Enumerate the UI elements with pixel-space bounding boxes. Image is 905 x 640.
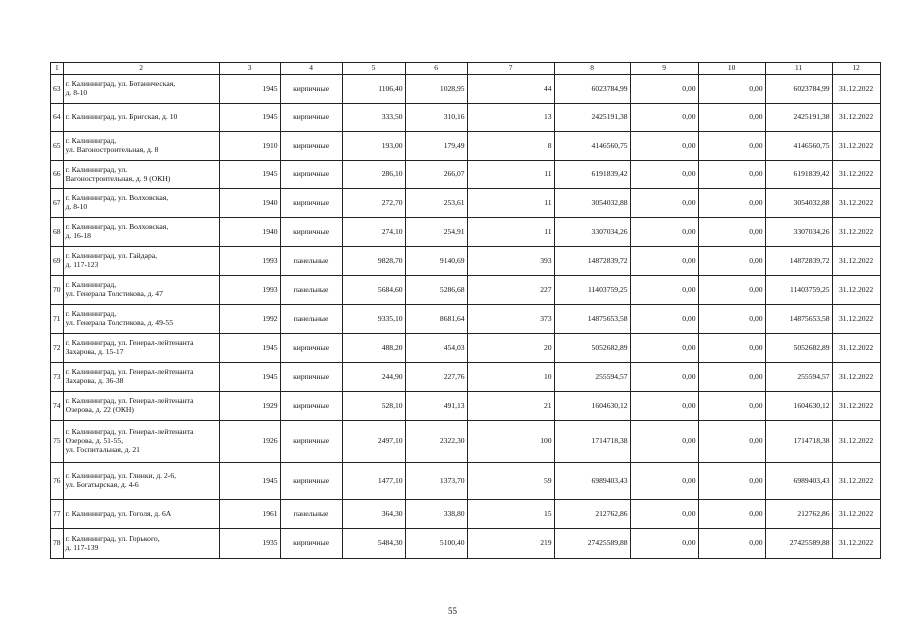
total-area: 9828,70 <box>342 247 405 276</box>
deadline-date: 31.12.2022 <box>832 500 880 529</box>
living-area: 9140,69 <box>405 247 467 276</box>
deadline-date: 31.12.2022 <box>832 305 880 334</box>
address-cell <box>63 421 219 463</box>
wall-material: кирпичные <box>280 363 342 392</box>
address-cell <box>63 218 219 247</box>
deadline-date: 31.12.2022 <box>832 161 880 189</box>
cost-col-9: 0,00 <box>630 218 698 247</box>
living-area: 5286,68 <box>405 276 467 305</box>
residents-count: 44 <box>467 75 554 104</box>
build-year: 1945 <box>219 75 280 104</box>
column-header-7: 7 <box>467 63 554 75</box>
cost-col-9: 0,00 <box>630 189 698 218</box>
total-area: 364,30 <box>342 500 405 529</box>
cost-col-9: 0,00 <box>630 421 698 463</box>
cost-col-11: 6191839,42 <box>765 161 832 189</box>
total-area: 2497,10 <box>342 421 405 463</box>
cost-col-11: 255594,57 <box>765 363 832 392</box>
table-row <box>51 305 881 334</box>
table-row <box>51 392 881 421</box>
cost-col-9: 0,00 <box>630 392 698 421</box>
total-cost: 2425191,38 <box>554 104 630 132</box>
build-year: 1992 <box>219 305 280 334</box>
total-area: 488,20 <box>342 334 405 363</box>
address-cell <box>63 305 219 334</box>
living-area: 253,61 <box>405 189 467 218</box>
column-header-8: 8 <box>554 63 630 75</box>
table-row <box>51 161 881 189</box>
cost-col-11: 4146560,75 <box>765 132 832 161</box>
address-line: ул. Генерала Толстикова, д. 49-55 <box>65 318 173 327</box>
deadline-date: 31.12.2022 <box>832 363 880 392</box>
address-line: д. 117-123 <box>65 260 99 269</box>
wall-material: кирпичные <box>280 392 342 421</box>
address-cell <box>63 104 219 132</box>
total-cost: 27425589,88 <box>554 529 630 559</box>
column-header-12: 12 <box>832 63 880 75</box>
table-row <box>51 463 881 500</box>
total-area: 333,50 <box>342 104 405 132</box>
address-cell <box>63 132 219 161</box>
total-area: 1477,10 <box>342 463 405 500</box>
cost-col-10: 0,00 <box>698 500 765 529</box>
wall-material: панельные <box>280 305 342 334</box>
residents-count: 11 <box>467 161 554 189</box>
wall-material: кирпичные <box>280 132 342 161</box>
deadline-date: 31.12.2022 <box>832 463 880 500</box>
cost-col-11: 11403759,25 <box>765 276 832 305</box>
housing-table-sheet <box>50 62 881 559</box>
row-number: 66 <box>51 161 64 189</box>
table-header <box>51 63 881 75</box>
total-area: 244,90 <box>342 363 405 392</box>
total-area: 274,10 <box>342 218 405 247</box>
build-year: 1993 <box>219 276 280 305</box>
wall-material: кирпичные <box>280 161 342 189</box>
table-row <box>51 276 881 305</box>
cost-col-10: 0,00 <box>698 305 765 334</box>
row-number: 73 <box>51 363 64 392</box>
column-header-3: 3 <box>219 63 280 75</box>
residents-count: 219 <box>467 529 554 559</box>
address-line: д. 16-18 <box>65 231 91 240</box>
address-cell <box>63 363 219 392</box>
cost-col-10: 0,00 <box>698 189 765 218</box>
deadline-date: 31.12.2022 <box>832 75 880 104</box>
row-number: 68 <box>51 218 64 247</box>
address-cell <box>63 500 219 529</box>
total-cost: 14875653,58 <box>554 305 630 334</box>
address-line: Захарова, д. 36-38 <box>65 376 124 385</box>
address-cell <box>63 276 219 305</box>
residents-count: 13 <box>467 104 554 132</box>
cost-col-10: 0,00 <box>698 218 765 247</box>
cost-col-10: 0,00 <box>698 276 765 305</box>
cost-col-9: 0,00 <box>630 463 698 500</box>
cost-col-11: 6023784,99 <box>765 75 832 104</box>
cost-col-11: 6989403,43 <box>765 463 832 500</box>
row-number: 69 <box>51 247 64 276</box>
cost-col-10: 0,00 <box>698 104 765 132</box>
address-line: г. Калининград, ул. Горького, <box>65 533 160 543</box>
cost-col-10: 0,00 <box>698 363 765 392</box>
row-number: 71 <box>51 305 64 334</box>
cost-col-11: 27425589,88 <box>765 529 832 559</box>
deadline-date: 31.12.2022 <box>832 529 880 559</box>
total-cost: 3054032,88 <box>554 189 630 218</box>
residents-count: 8 <box>467 132 554 161</box>
cost-col-10: 0,00 <box>698 421 765 463</box>
deadline-date: 31.12.2022 <box>832 392 880 421</box>
table-row <box>51 421 881 463</box>
wall-material: кирпичные <box>280 75 342 104</box>
table-row <box>51 75 881 104</box>
deadline-date: 31.12.2022 <box>832 247 880 276</box>
build-year: 1945 <box>219 161 280 189</box>
cost-col-9: 0,00 <box>630 305 698 334</box>
address-cell <box>63 529 219 559</box>
build-year: 1945 <box>219 334 280 363</box>
table-row <box>51 363 881 392</box>
wall-material: кирпичные <box>280 218 342 247</box>
living-area: 491,13 <box>405 392 467 421</box>
column-header-6: 6 <box>405 63 467 75</box>
table-row <box>51 218 881 247</box>
column-header-11: 11 <box>765 63 832 75</box>
table-row <box>51 104 881 132</box>
build-year: 1940 <box>219 189 280 218</box>
address-line: г. Калининград, <box>65 309 117 319</box>
total-cost: 1714718,38 <box>554 421 630 463</box>
address-line: г. Калининград, ул. Волховская, <box>65 222 169 232</box>
residents-count: 15 <box>467 500 554 529</box>
address-line: ул. Вагоностроительная, д. 8 <box>65 145 159 154</box>
address-line: Озерова, д. 22 (ОКН) <box>65 405 134 414</box>
total-area: 286,10 <box>342 161 405 189</box>
table-row <box>51 132 881 161</box>
address-line: ул. Богатырская, д. 4-6 <box>65 480 139 489</box>
column-header-1: 1 <box>51 63 64 75</box>
total-cost: 3307034,26 <box>554 218 630 247</box>
cost-col-9: 0,00 <box>630 247 698 276</box>
total-cost: 6989403,43 <box>554 463 630 500</box>
build-year: 1961 <box>219 500 280 529</box>
address-line: ул. Генерала Толстикова, д. 47 <box>65 289 163 298</box>
total-area: 193,00 <box>342 132 405 161</box>
residents-count: 227 <box>467 276 554 305</box>
cost-col-11: 3054032,88 <box>765 189 832 218</box>
cost-col-11: 5052682,89 <box>765 334 832 363</box>
build-year: 1929 <box>219 392 280 421</box>
living-area: 266,07 <box>405 161 467 189</box>
deadline-date: 31.12.2022 <box>832 421 880 463</box>
living-area: 1028,95 <box>405 75 467 104</box>
address-line: г. Калининград, ул. Волховская, <box>65 193 169 203</box>
page-number: 55 <box>448 606 457 616</box>
residents-count: 59 <box>467 463 554 500</box>
living-area: 254,91 <box>405 218 467 247</box>
total-cost: 11403759,25 <box>554 276 630 305</box>
address-line: г. Калининград, ул. Генерал-лейтенанта <box>65 396 194 406</box>
address-line: д. 8-10 <box>65 88 88 97</box>
cost-col-9: 0,00 <box>630 104 698 132</box>
cost-col-9: 0,00 <box>630 334 698 363</box>
row-number: 65 <box>51 132 64 161</box>
living-area: 338,80 <box>405 500 467 529</box>
residents-count: 100 <box>467 421 554 463</box>
address-line: г. Калининград, <box>65 280 117 290</box>
address-line: г. Калининград, ул. Гоголя, д. 6А <box>65 508 172 518</box>
row-number: 63 <box>51 75 64 104</box>
cost-col-11: 212762,86 <box>765 500 832 529</box>
cost-col-10: 0,00 <box>698 463 765 500</box>
residents-count: 393 <box>467 247 554 276</box>
cost-col-9: 0,00 <box>630 276 698 305</box>
cost-col-9: 0,00 <box>630 161 698 189</box>
address-cell <box>63 334 219 363</box>
cost-col-10: 0,00 <box>698 529 765 559</box>
total-cost: 14872839,72 <box>554 247 630 276</box>
total-cost: 4146560,75 <box>554 132 630 161</box>
cost-col-11: 1714718,38 <box>765 421 832 463</box>
row-number: 64 <box>51 104 64 132</box>
build-year: 1945 <box>219 104 280 132</box>
build-year: 1940 <box>219 218 280 247</box>
row-number: 77 <box>51 500 64 529</box>
wall-material: кирпичные <box>280 189 342 218</box>
deadline-date: 31.12.2022 <box>832 104 880 132</box>
table-row <box>51 529 881 559</box>
wall-material: кирпичные <box>280 463 342 500</box>
address-cell <box>63 247 219 276</box>
living-area: 8681,64 <box>405 305 467 334</box>
cost-col-10: 0,00 <box>698 247 765 276</box>
address-line: Вагоностроительная, д. 9 (ОКН) <box>65 173 171 183</box>
cost-col-9: 0,00 <box>630 529 698 559</box>
address-line: Захарова, д. 15-17 <box>65 347 124 356</box>
cost-col-10: 0,00 <box>698 132 765 161</box>
address-line: г. Калининград, ул. Генерал-лейтенанта <box>65 427 194 437</box>
total-cost: 212762,86 <box>554 500 630 529</box>
total-area: 528,10 <box>342 392 405 421</box>
column-header-10: 10 <box>698 63 765 75</box>
address-line: г. Калининград, ул. <box>65 164 128 174</box>
wall-material: кирпичные <box>280 529 342 559</box>
cost-col-10: 0,00 <box>698 334 765 363</box>
build-year: 1993 <box>219 247 280 276</box>
address-line: д. 8-10 <box>65 202 88 211</box>
column-header-5: 5 <box>342 63 405 75</box>
living-area: 2322,30 <box>405 421 467 463</box>
deadline-date: 31.12.2022 <box>832 132 880 161</box>
address-line: Озерова, д. 51-55, <box>65 436 123 446</box>
total-area: 272,70 <box>342 189 405 218</box>
address-cell <box>63 392 219 421</box>
row-number: 67 <box>51 189 64 218</box>
address-line: д. 117-139 <box>65 542 99 552</box>
deadline-date: 31.12.2022 <box>832 189 880 218</box>
deadline-date: 31.12.2022 <box>832 334 880 363</box>
cost-col-9: 0,00 <box>630 363 698 392</box>
column-header-2: 2 <box>63 63 219 75</box>
address-line: г. Калининград, ул. Генерал-лейтенанта <box>65 367 194 377</box>
row-number: 75 <box>51 421 64 463</box>
address-line: г. Калининград, ул. Гайдара, <box>65 251 158 261</box>
cost-col-9: 0,00 <box>630 75 698 104</box>
table-row <box>51 189 881 218</box>
address-cell <box>63 463 219 500</box>
cost-col-11: 14875653,58 <box>765 305 832 334</box>
address-cell <box>63 189 219 218</box>
residents-count: 20 <box>467 334 554 363</box>
total-cost: 1604630,12 <box>554 392 630 421</box>
wall-material: кирпичные <box>280 421 342 463</box>
column-header-9: 9 <box>630 63 698 75</box>
wall-material: панельные <box>280 247 342 276</box>
cost-col-9: 0,00 <box>630 132 698 161</box>
cost-col-9: 0,00 <box>630 500 698 529</box>
deadline-date: 31.12.2022 <box>832 218 880 247</box>
cost-col-11: 14872839,72 <box>765 247 832 276</box>
total-area: 5684,60 <box>342 276 405 305</box>
row-number: 78 <box>51 529 64 559</box>
residents-count: 11 <box>467 189 554 218</box>
residents-count: 21 <box>467 392 554 421</box>
table-row <box>51 500 881 529</box>
wall-material: панельные <box>280 276 342 305</box>
build-year: 1926 <box>219 421 280 463</box>
row-number: 74 <box>51 392 64 421</box>
column-header-4: 4 <box>280 63 342 75</box>
build-year: 1910 <box>219 132 280 161</box>
address-line: г. Калининград, <box>65 136 117 146</box>
cost-col-11: 2425191,38 <box>765 104 832 132</box>
row-number: 70 <box>51 276 64 305</box>
total-area: 9335,10 <box>342 305 405 334</box>
residents-count: 373 <box>467 305 554 334</box>
build-year: 1935 <box>219 529 280 559</box>
address-line: г. Калининград, ул. Глинки, д. 2-6, <box>65 471 177 481</box>
living-area: 454,03 <box>405 334 467 363</box>
build-year: 1945 <box>219 463 280 500</box>
housing-table <box>50 62 881 559</box>
address-line: г. Калининград, ул. Генерал-лейтенанта <box>65 338 194 348</box>
living-area: 179,49 <box>405 132 467 161</box>
address-cell <box>63 75 219 104</box>
total-area: 5484,30 <box>342 529 405 559</box>
build-year: 1945 <box>219 363 280 392</box>
cost-col-10: 0,00 <box>698 392 765 421</box>
cost-col-11: 1604630,12 <box>765 392 832 421</box>
address-line: г. Калининград, ул. Ботаническая, <box>65 79 176 89</box>
row-number: 76 <box>51 463 64 500</box>
living-area: 310,16 <box>405 104 467 132</box>
wall-material: кирпичные <box>280 334 342 363</box>
wall-material: панельные <box>280 500 342 529</box>
living-area: 227,76 <box>405 363 467 392</box>
row-number: 72 <box>51 334 64 363</box>
address-line: ул. Госпитальная, д. 21 <box>65 444 140 454</box>
total-cost: 5052682,89 <box>554 334 630 363</box>
address-line: г. Калининград, ул. Бригская, д. 10 <box>65 112 178 122</box>
table-row <box>51 334 881 363</box>
total-area: 1106,40 <box>342 75 405 104</box>
cost-col-10: 0,00 <box>698 75 765 104</box>
living-area: 1373,70 <box>405 463 467 500</box>
cost-col-10: 0,00 <box>698 161 765 189</box>
address-cell <box>63 161 219 189</box>
total-cost: 6023784,99 <box>554 75 630 104</box>
residents-count: 11 <box>467 218 554 247</box>
cost-col-11: 3307034,26 <box>765 218 832 247</box>
total-cost: 6191839,42 <box>554 161 630 189</box>
residents-count: 10 <box>467 363 554 392</box>
deadline-date: 31.12.2022 <box>832 276 880 305</box>
table-row <box>51 247 881 276</box>
table-body <box>51 75 881 559</box>
living-area: 5100,40 <box>405 529 467 559</box>
wall-material: кирпичные <box>280 104 342 132</box>
total-cost: 255594,57 <box>554 363 630 392</box>
